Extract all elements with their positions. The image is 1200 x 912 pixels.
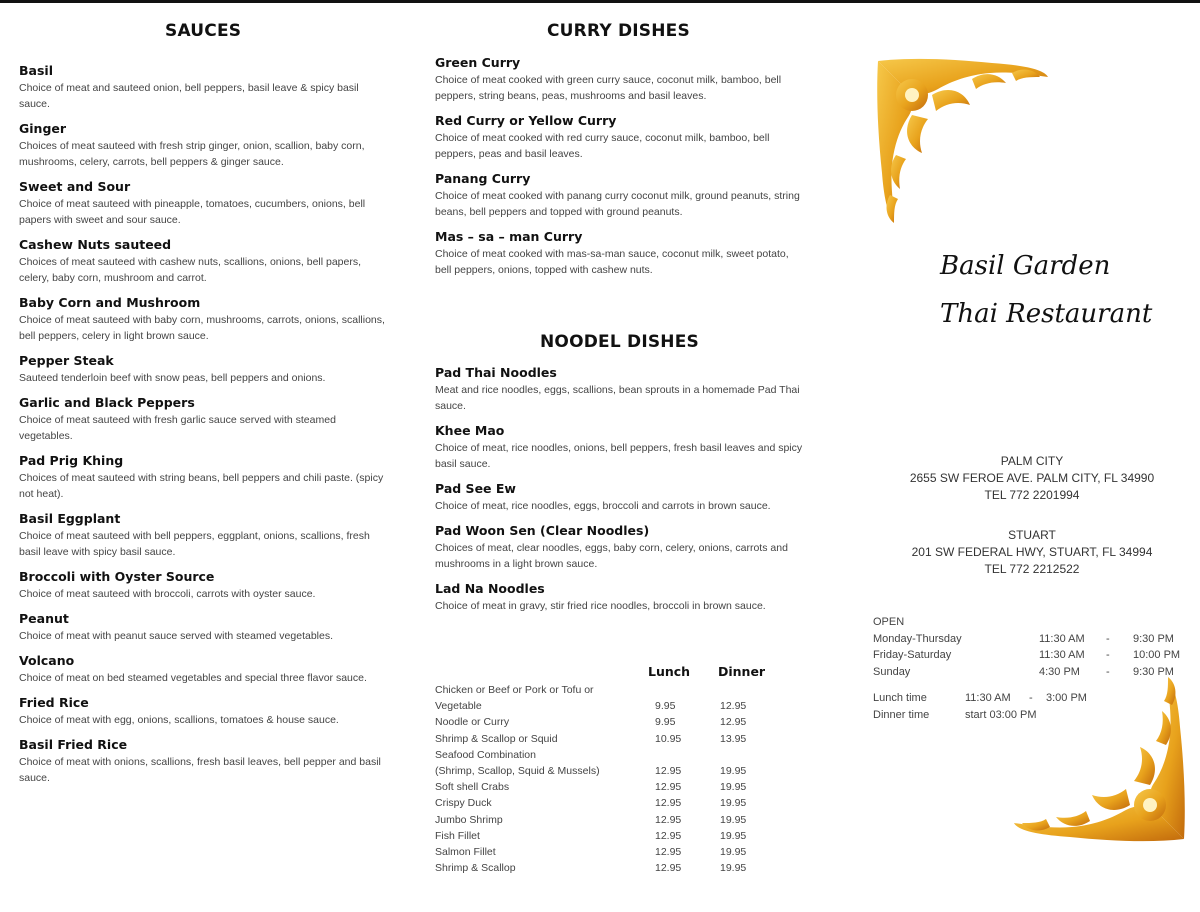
menu-item-description: Choice of meat sauteed with baby corn, mushrooms, carrots, onions, scallions, bell peppers, celery in light brown sauce. [19, 314, 385, 342]
menu-item [19, 295, 391, 344]
price-row-dinner: 12.95 [720, 700, 747, 713]
restaurant-name-line2: Thai Restaurant [940, 299, 1153, 329]
price-row-lunch: 12.95 [655, 813, 682, 826]
price-row-name: Chicken or Beef or Pork or Tofu or [435, 684, 594, 696]
price-row [435, 812, 835, 828]
lunch-time-dash: - [1029, 692, 1033, 704]
hours-open: 11:30 AM [1039, 632, 1085, 645]
lunch-time-open: 11:30 AM [965, 692, 1011, 704]
price-row [435, 731, 835, 747]
menu-item-description: Sauteed tenderloin beef with snow peas, bell peppers and onions. [19, 372, 326, 384]
lunch-time-close: 3:00 PM [1046, 692, 1087, 704]
location-phone: TEL 772 2212522 [984, 562, 1080, 576]
lunch-header: Lunch [648, 664, 691, 679]
hours-day: Monday-Thursday [873, 632, 962, 645]
menu-item-description: Choice of meat sauteed with fresh garlic sauce served with steamed vegetables. [19, 414, 336, 442]
price-row-name: Salmon Fillet [435, 845, 496, 858]
menu-item [19, 511, 391, 560]
price-row-dinner: 19.95 [720, 813, 747, 826]
price-row-name: Fish Fillet [435, 829, 480, 842]
hours-day: Friday-Saturday [873, 649, 952, 661]
menu-item-name: Pad Woon Sen (Clear Noodles) [435, 523, 650, 538]
menu-item [19, 695, 391, 728]
price-row-name: Shrimp & Scallop [435, 862, 516, 875]
price-row [435, 844, 835, 860]
hours-dash: - [1106, 632, 1110, 645]
price-row-lunch: 12.95 [655, 862, 682, 875]
price-row [435, 779, 835, 795]
thai-floral-corner-ornament-icon [1010, 675, 1190, 845]
price-row-lunch: 12.95 [655, 797, 682, 810]
noodle-list [435, 365, 807, 623]
price-row-lunch: 12.95 [655, 829, 682, 842]
menu-item [19, 63, 391, 112]
menu-item-description: Choices of meat sauteed with string beans, bell peppers and chili paste. (spicy not heat). [19, 472, 384, 500]
price-row-name: Noodle or Curry [435, 716, 510, 729]
thai-floral-corner-ornament-icon [872, 55, 1052, 225]
price-row-dinner: 19.95 [720, 829, 747, 842]
price-row-lunch: 9.95 [655, 700, 676, 713]
menu-item-name: Garlic and Black Peppers [19, 395, 195, 410]
menu-item [435, 229, 807, 278]
menu-item-name: Pad Thai Noodles [435, 365, 557, 380]
menu-item-name: Pad Prig Khing [19, 453, 124, 468]
price-row-lunch: 12.95 [655, 781, 682, 794]
hours-dash: - [1106, 649, 1110, 661]
noodle-heading: NOODEL DISHES [540, 332, 699, 352]
price-row-lunch: 12.95 [655, 845, 682, 858]
menu-item-name: Sweet and Sour [19, 179, 131, 194]
location-phone: TEL 772 2201994 [984, 488, 1080, 502]
menu-item-description: Choices of meat sauteed with cashew nuts, scallions, onions, bell papers, celery, baby corn, mushroom and carrot. [19, 256, 362, 284]
menu-item [435, 365, 807, 414]
menu-item [19, 179, 391, 228]
price-row-name: Jumbo Shrimp [435, 813, 503, 826]
menu-item-description: Choice of meat cooked with green curry sauce, coconut milk, bamboo, bell peppers, string beans, peas, mushrooms and basil leaves. [435, 74, 782, 102]
menu-item-description: Choice of meat sauteed with pineapple, tomatoes, cucumbers, onions, bell papers with sweet and sour sauce. [19, 198, 366, 226]
menu-item [19, 737, 391, 786]
menu-item-name: Ginger [19, 121, 67, 136]
price-row-dinner: 12.95 [720, 716, 747, 729]
price-row [435, 682, 835, 698]
price-row-name: Crispy Duck [435, 797, 492, 810]
menu-item-description: Choice of meat cooked with panang curry coconut milk, ground peanuts, string beans, bell peppers and topped with ground peanuts. [435, 190, 800, 218]
price-table-header [435, 664, 835, 682]
menu-item-name: Fried Rice [19, 695, 89, 710]
curry-list [435, 55, 807, 287]
menu-item-description: Meat and rice noodles, eggs, scallions, bean sprouts in a homemade Pad Thai sauce. [435, 384, 800, 412]
price-row [435, 795, 835, 811]
menu-item-description: Choice of meat with onions, scallions, fresh basil leaves, bell pepper and basil sauce. [19, 756, 381, 784]
menu-item-name: Basil [19, 63, 53, 78]
menu-item-description: Choice of meat cooked with mas-sa-man sauce, coconut milk, sweet potato, bell peppers, onions, topped with cashew nuts. [435, 248, 789, 276]
hours-dash: - [1106, 665, 1110, 678]
price-row-lunch: 12.95 [655, 764, 682, 777]
price-row [435, 698, 835, 714]
price-row-lunch: 10.95 [655, 732, 682, 745]
price-row-dinner: 13.95 [720, 732, 747, 745]
price-row [435, 747, 835, 763]
menu-item-description: Choice of meat and sauteed onion, bell peppers, basil leave & spicy basil sauce. [19, 82, 359, 110]
menu-item [435, 423, 807, 472]
price-row [435, 828, 835, 844]
hours-close: 9:30 PM [1133, 632, 1174, 645]
hours-open: 11:30 AM [1039, 649, 1085, 661]
menu-item-name: Broccoli with Oyster Source [19, 569, 215, 584]
price-table [435, 664, 835, 876]
location-city: STUART [1008, 528, 1056, 542]
price-row-name: Shrimp & Scallop or Squid [435, 732, 558, 745]
menu-item-description: Choices of meat sauteed with fresh strip ginger, onion, scallion, baby corn, mushrooms, celery, carrots, bell peppers & ginger sauce. [19, 140, 365, 168]
menu-item-description: Choice of meat on bed steamed vegetables and special three flavor sauce. [19, 672, 367, 684]
hours-open: 4:30 PM [1039, 665, 1080, 678]
menu-item [435, 113, 807, 162]
price-row-lunch: 9.95 [655, 716, 676, 729]
location-city: PALM CITY [1000, 454, 1064, 468]
location-address: 2655 SW FEROE AVE. PALM CITY, FL 34990 [909, 471, 1155, 485]
sauces-heading: SAUCES [165, 21, 242, 41]
price-row-dinner: 19.95 [720, 764, 747, 777]
dinner-time-label: Dinner time [873, 708, 930, 721]
menu-item [435, 55, 807, 104]
curry-heading: CURRY DISHES [547, 21, 690, 41]
menu-item-name: Panang Curry [435, 171, 531, 186]
menu-item-description: Choice of meat with egg, onions, scallions, tomatoes & house sauce. [19, 714, 339, 726]
dinner-header: Dinner [718, 664, 766, 679]
open-label: OPEN [873, 616, 905, 628]
location-palm-city [872, 453, 1192, 504]
menu-item [19, 611, 391, 644]
price-row-dinner: 19.95 [720, 781, 747, 794]
menu-item-name: Lad Na Noodles [435, 581, 545, 596]
menu-item [435, 171, 807, 220]
sauces-list [19, 63, 391, 795]
price-row [435, 860, 835, 876]
lunch-time-label: Lunch time [873, 692, 927, 704]
hours-day: Sunday [873, 665, 911, 678]
restaurant-name-line1: Basil Garden [940, 251, 1111, 281]
menu-item-name: Baby Corn and Mushroom [19, 295, 201, 310]
menu-item-description: Choice of meat with peanut sauce served with steamed vegetables. [19, 630, 334, 642]
menu-item [19, 353, 391, 386]
price-row-name: Vegetable [435, 700, 482, 713]
menu-item-name: Mas – sa – man Curry [435, 229, 583, 244]
menu-item-description: Choices of meat, clear noodles, eggs, baby corn, celery, onions, carrots and mushrooms in a light brown sauce. [435, 542, 788, 570]
menu-item-name: Basil Fried Rice [19, 737, 128, 752]
menu-item-name: Cashew Nuts sauteed [19, 237, 172, 252]
menu-item [19, 653, 391, 686]
menu-item-name: Red Curry or Yellow Curry [435, 113, 617, 128]
price-rows [435, 682, 835, 876]
menu-item [19, 121, 391, 170]
menu-item-description: Choice of meat sauteed with broccoli, carrots with oyster sauce. [19, 588, 316, 600]
menu-item-name: Khee Mao [435, 423, 505, 438]
price-row-name: Seafood Combination [435, 748, 536, 761]
hours-close: 9:30 PM [1133, 665, 1174, 678]
location-stuart [872, 527, 1192, 578]
menu-item [435, 481, 807, 514]
menu-item-description: Choice of meat sauteed with bell peppers, eggplant, onions, scallions, fresh basil leave with spicy basil sauce. [19, 530, 370, 558]
menu-item-name: Pad See Ew [435, 481, 516, 496]
price-row-dinner: 19.95 [720, 862, 747, 875]
menu-item-description: Choice of meat, rice noodles, eggs, broccoli and carrots in brown sauce. [435, 500, 771, 512]
price-row-dinner: 19.95 [720, 797, 747, 810]
menu-item-name: Green Curry [435, 55, 521, 70]
menu-item-description: Choice of meat, rice noodles, onions, bell peppers, fresh basil leaves and spicy basil sauce. [435, 442, 803, 470]
price-row-dinner: 19.95 [720, 845, 747, 858]
dinner-time-value: start 03:00 PM [965, 708, 1037, 721]
location-address: 201 SW FEDERAL HWY, STUART, FL 34994 [911, 545, 1153, 559]
menu-item-name: Pepper Steak [19, 353, 114, 368]
menu-item [435, 581, 807, 614]
hours-close: 10:00 PM [1133, 649, 1181, 661]
menu-item-name: Peanut [19, 611, 69, 626]
menu-item-name: Volcano [19, 653, 75, 668]
menu-item [19, 395, 391, 444]
price-row-name: (Shrimp, Scallop, Squid & Mussels) [435, 764, 600, 777]
menu-item [19, 569, 391, 602]
menu-item [19, 237, 391, 286]
menu-item-name: Basil Eggplant [19, 511, 121, 526]
menu-item-description: Choice of meat in gravy, stir fried rice noodles, broccoli in brown sauce. [435, 600, 766, 612]
menu-item [19, 453, 391, 502]
menu-item-description: Choice of meat cooked with red curry sauce, coconut milk, bamboo, bell peppers, peas and basil leaves. [435, 132, 770, 160]
price-row [435, 714, 835, 730]
price-row-name: Soft shell Crabs [435, 781, 510, 794]
price-row [435, 763, 835, 779]
menu-item [435, 523, 807, 572]
